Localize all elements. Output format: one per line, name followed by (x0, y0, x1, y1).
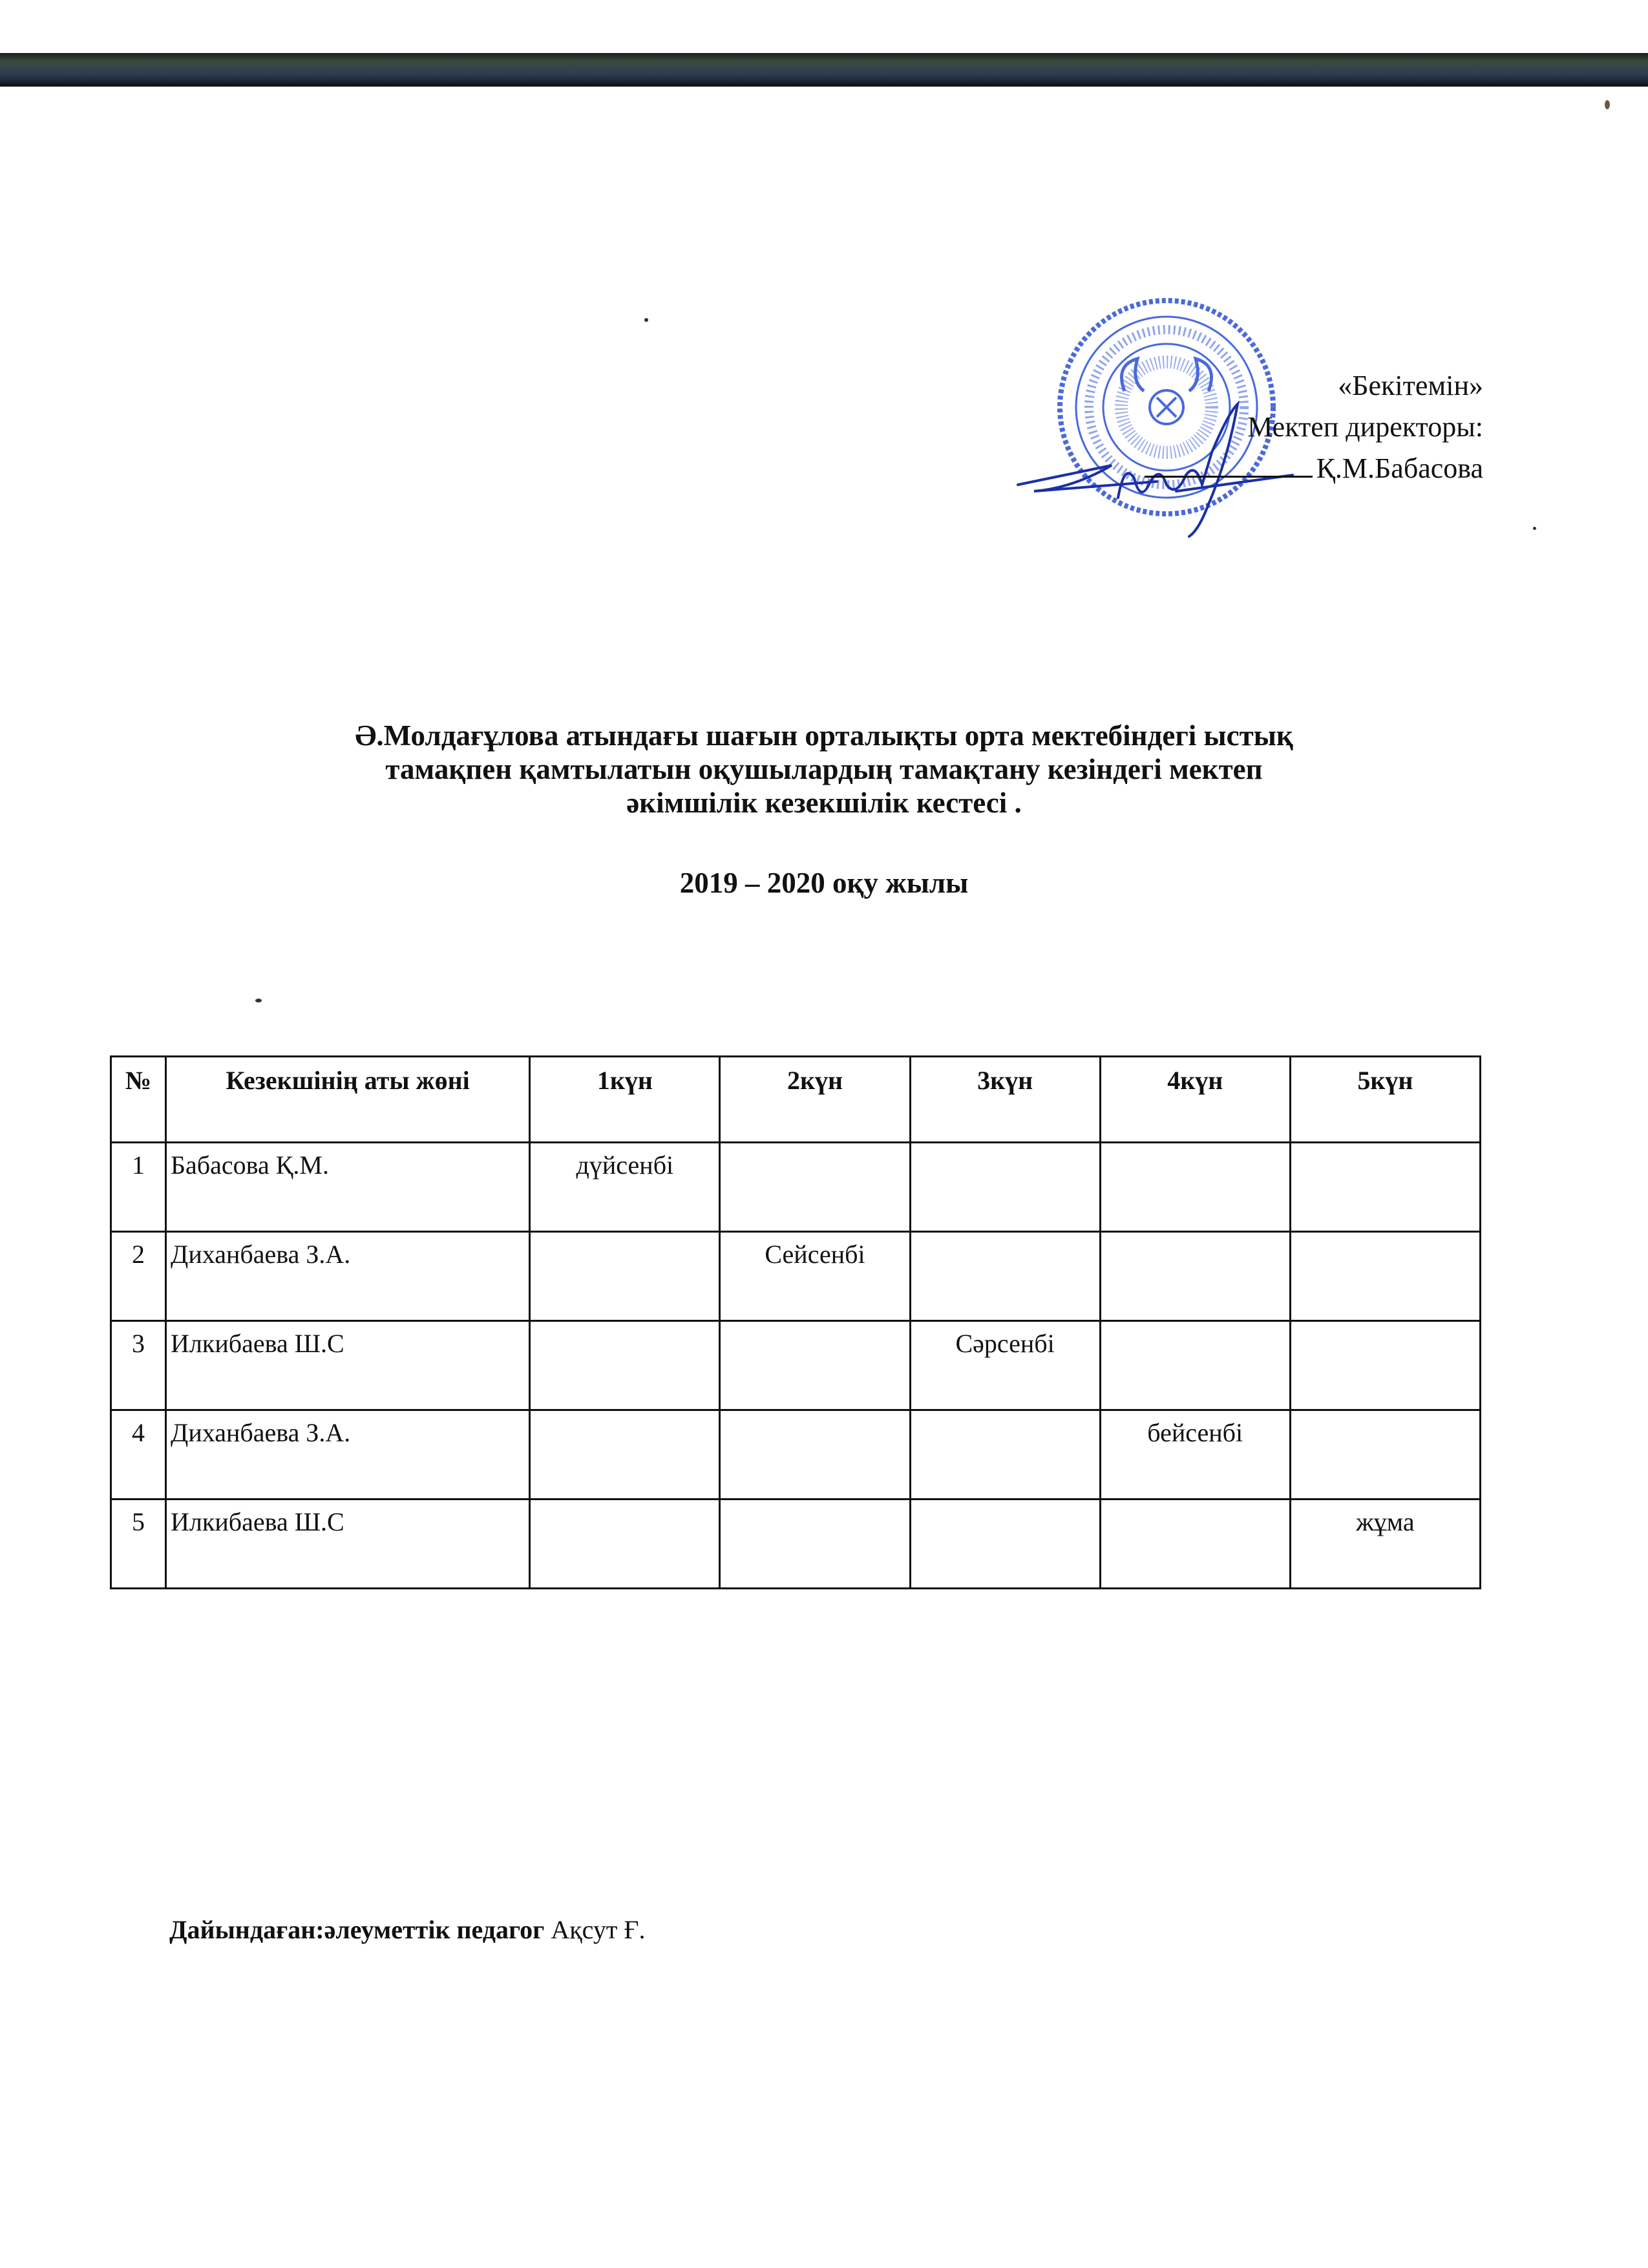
day-cell (530, 1321, 720, 1410)
header-day-4: 4күн (1100, 1057, 1290, 1143)
day-cell (1100, 1232, 1290, 1321)
title-line-3: әкімшілік кезекшілік кестесі . (626, 787, 1022, 819)
scan-speck (255, 999, 262, 1002)
title-line-2: тамақпен қамтылатын оқушылардың тамақтану кезіндегі мектеп (385, 753, 1263, 785)
approval-position: Мектеп директоры: (1247, 411, 1483, 443)
header-day-2: 2күн (720, 1057, 910, 1143)
scan-speck (1605, 100, 1610, 109)
header-name: Кезекшінің аты жөні (166, 1057, 530, 1143)
approval-block (1145, 365, 1483, 489)
title-line-1: Ә.Молдағұлова атындағы шағын орталықты орта мектебіндегі ыстық (355, 719, 1293, 752)
duty-person-name: Диханбаева З.А. (166, 1232, 530, 1321)
table-row (111, 1143, 1481, 1232)
academic-year: 2019 – 2020 оқу жылы (679, 867, 969, 899)
table-row (111, 1232, 1481, 1321)
day-cell (1290, 1232, 1480, 1321)
header-day-1: 1күн (530, 1057, 720, 1143)
approval-signatory (1145, 448, 1483, 489)
day-cell (910, 1410, 1100, 1500)
header-day-3: 3күн (910, 1057, 1100, 1143)
duty-person-name: Бабасова Қ.М. (166, 1143, 530, 1232)
day-cell (530, 1500, 720, 1589)
duty-person-name: Илкибаева Ш.С (166, 1321, 530, 1410)
prepared-by-name: Ақсут Ғ. (551, 1915, 646, 1944)
day-cell (1100, 1500, 1290, 1589)
day-cell (910, 1500, 1100, 1589)
prepared-by (169, 1914, 646, 1945)
approval-heading: «Бекітемін» (1338, 370, 1483, 401)
row-number: 4 (111, 1410, 166, 1500)
table-header-row (111, 1057, 1481, 1143)
day-cell (1100, 1321, 1290, 1410)
scan-speck (1533, 527, 1536, 530)
day-cell (720, 1410, 910, 1500)
day-cell: Сәрсенбі (910, 1321, 1100, 1410)
day-cell (720, 1500, 910, 1589)
day-cell (910, 1232, 1100, 1321)
day-cell (1290, 1410, 1480, 1500)
row-number: 3 (111, 1321, 166, 1410)
scan-speck (644, 318, 648, 322)
header-number: № (111, 1057, 166, 1143)
duty-person-name: Илкибаева Ш.С (166, 1500, 530, 1589)
header-day-5: 5күн (1290, 1057, 1480, 1143)
duty-person-name: Диханбаева З.А. (166, 1410, 530, 1500)
day-cell (530, 1232, 720, 1321)
table-row (111, 1500, 1481, 1589)
row-number: 1 (111, 1143, 166, 1232)
day-cell: бейсенбі (1100, 1410, 1290, 1500)
scan-edge-band (0, 53, 1648, 87)
day-cell: дүйсенбі (530, 1143, 720, 1232)
director-name: Қ.М.Бабасова (1316, 452, 1483, 484)
day-cell: жұма (1290, 1500, 1480, 1589)
table-row (111, 1321, 1481, 1410)
day-cell (1290, 1321, 1480, 1410)
day-cell (1100, 1143, 1290, 1232)
row-number: 2 (111, 1232, 166, 1321)
row-number: 5 (111, 1500, 166, 1589)
prepared-by-label: Дайындаған:әлеуметтік педагог (169, 1915, 545, 1944)
day-cell (1290, 1143, 1480, 1232)
day-cell (910, 1143, 1100, 1232)
day-cell (720, 1321, 910, 1410)
day-cell: Сейсенбі (720, 1232, 910, 1321)
day-cell (530, 1410, 720, 1500)
duty-schedule-table (110, 1055, 1481, 1589)
document-title (0, 719, 1648, 820)
day-cell (720, 1143, 910, 1232)
signature-line (1145, 476, 1313, 478)
table-row (111, 1410, 1481, 1500)
